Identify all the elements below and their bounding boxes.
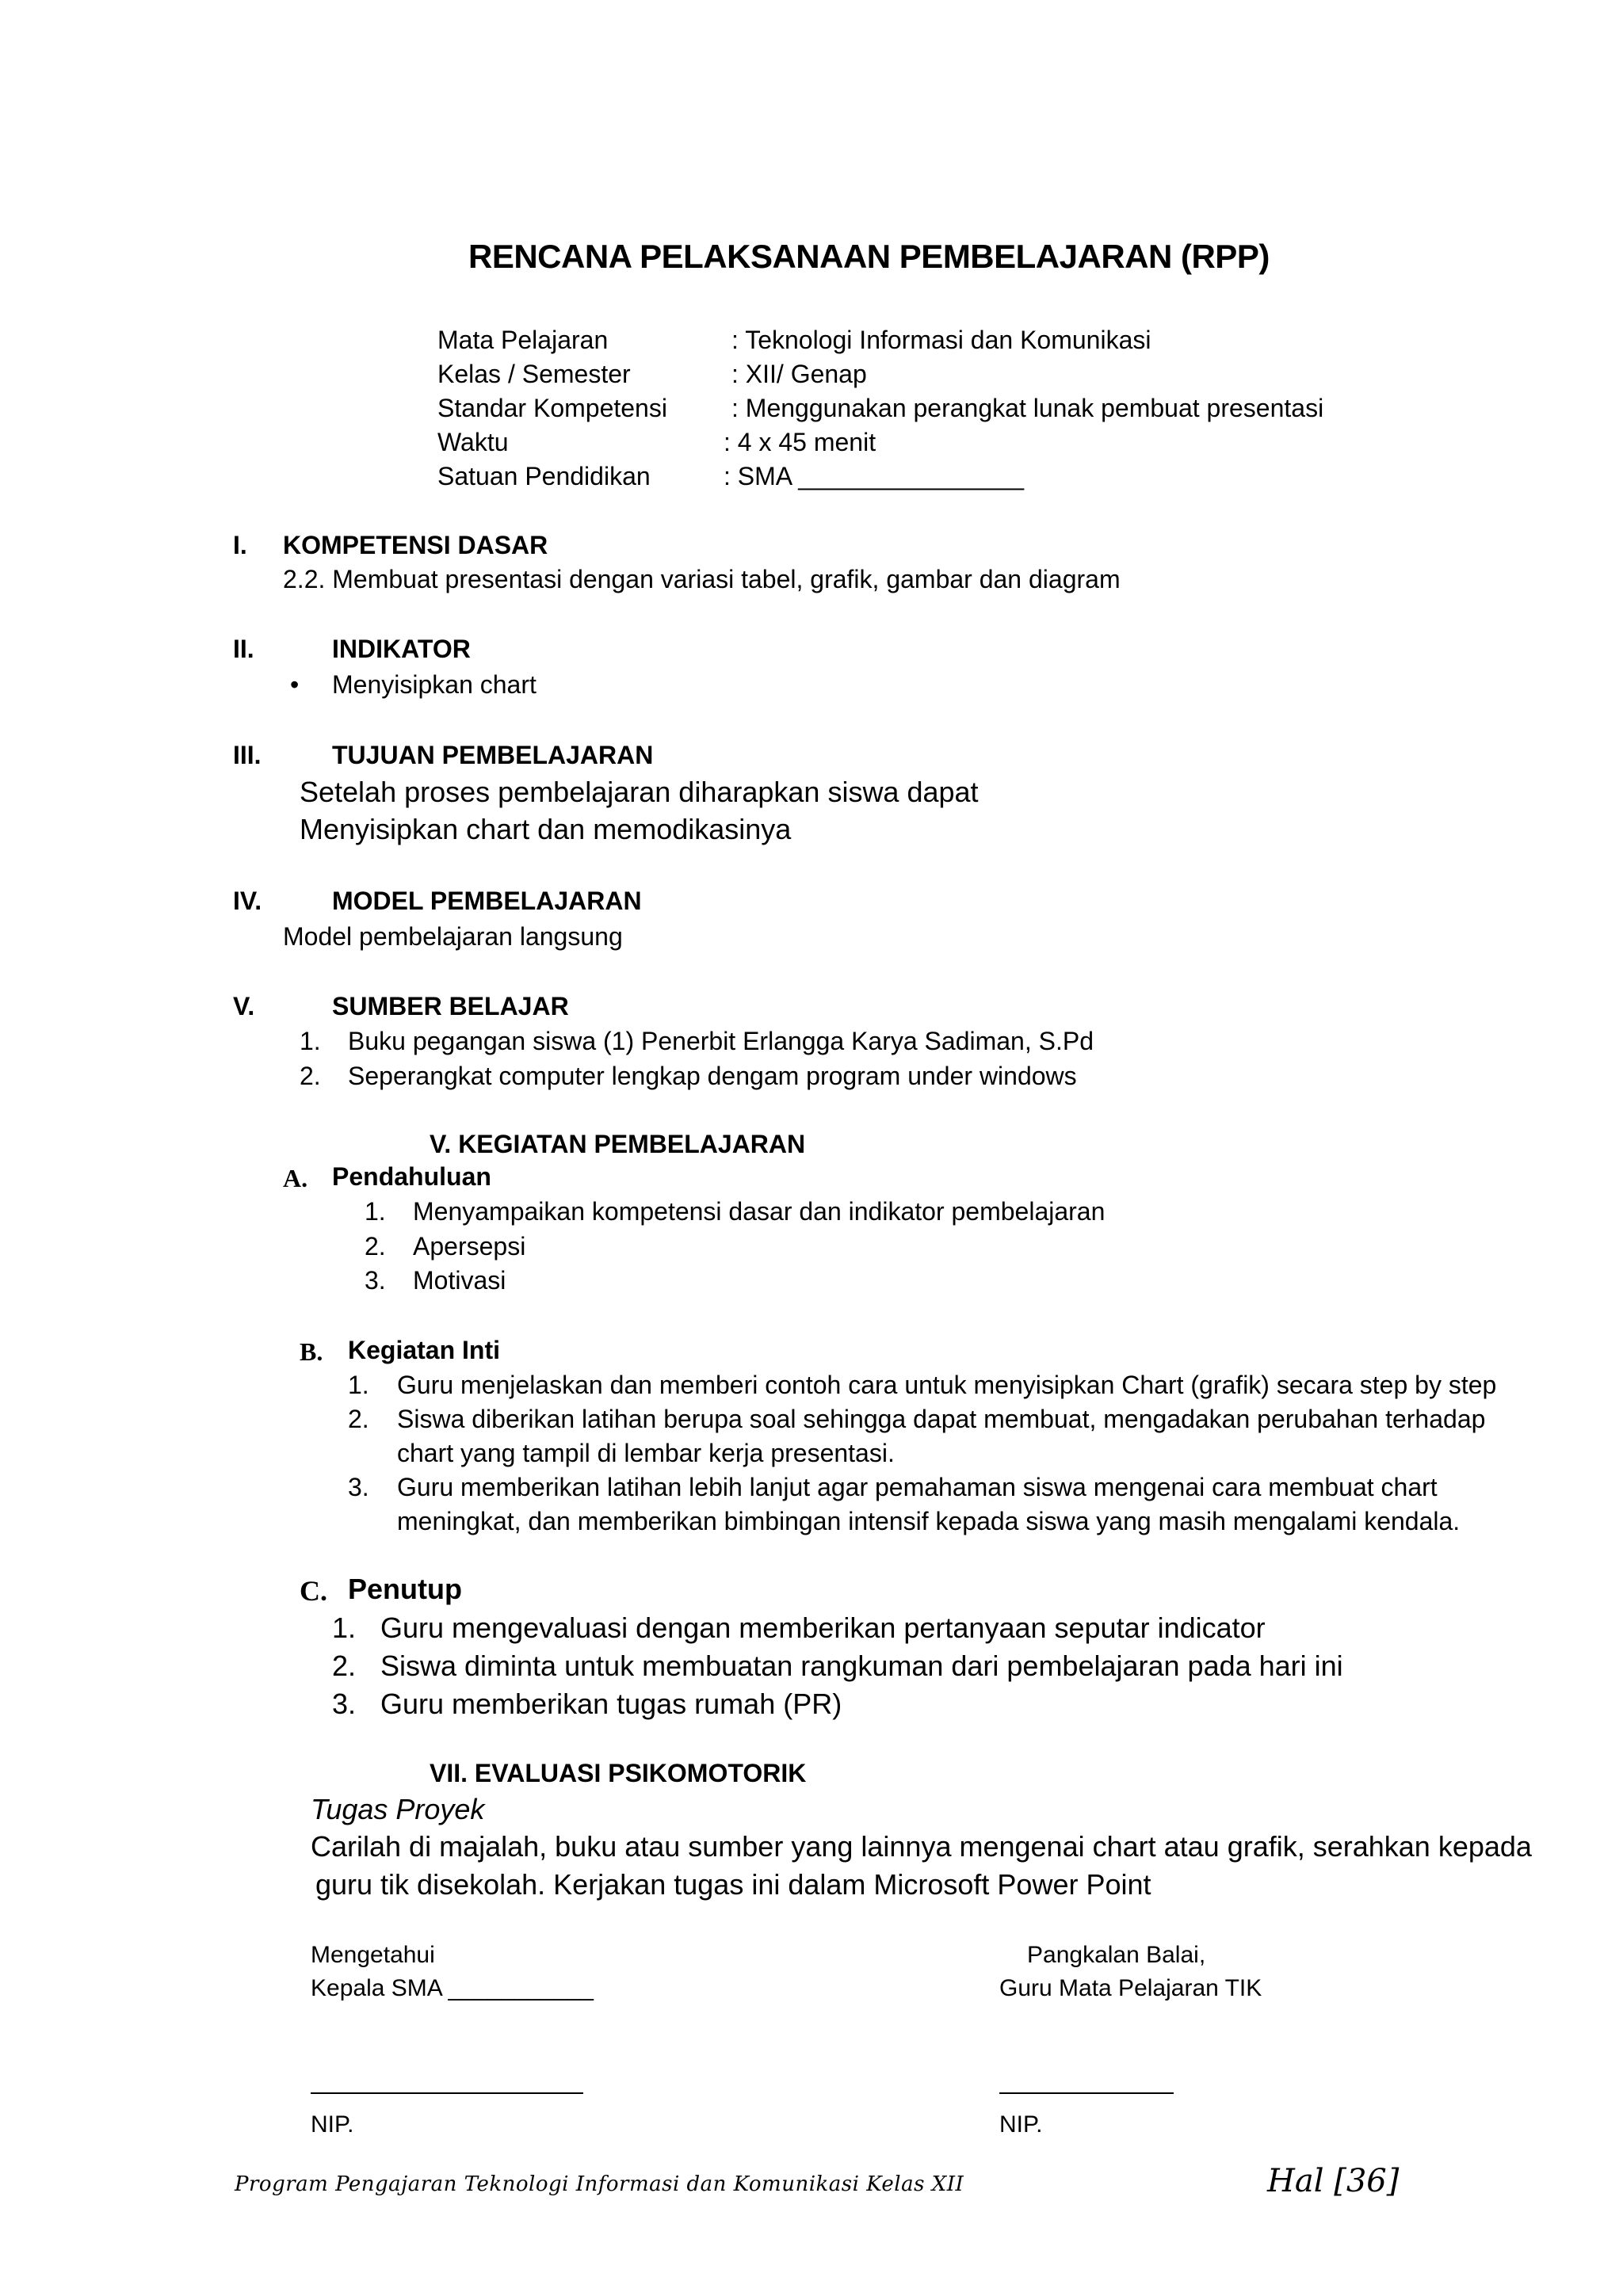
section-heading: TUJUAN PEMBELAJARAN [332, 741, 654, 769]
section-text: Setelah proses pembelajaran diharapkan siswa dapat [300, 776, 979, 808]
list-number: 3. [365, 1266, 386, 1295]
subsection-title: Penutup [348, 1573, 462, 1605]
section-text: guru tik disekolah. Kerjakan tugas ini dalam Microsoft Power Point [315, 1868, 1151, 1901]
list-item: Motivasi [413, 1266, 506, 1295]
list-number: 1. [348, 1371, 369, 1399]
list-number: 2. [348, 1405, 369, 1433]
list-item: Seperangkat computer lengkap dengam program under windows [348, 1062, 1077, 1090]
list-item: Siswa diminta untuk membuatan rangkuman dari pembelajaran pada hari ini [380, 1650, 1343, 1682]
subsection-letter: C. [300, 1575, 327, 1607]
section-heading: MODEL PEMBELAJARAN [332, 887, 642, 915]
list-number: 2. [300, 1062, 321, 1090]
list-number: 1. [332, 1611, 357, 1644]
field-label: Satuan Pendidikan [437, 462, 651, 490]
signature-caption: Pangkalan Balai, [1027, 1942, 1206, 1968]
section-number: V. [233, 992, 255, 1020]
list-item: Guru memberikan latihan lebih lanjut agar pemahaman siswa mengenai cara membuat chart [397, 1473, 1438, 1501]
signature-role: Guru Mata Pelajaran TIK [999, 1975, 1262, 2001]
section-heading: INDIKATOR [332, 635, 471, 663]
list-number: 1. [300, 1027, 321, 1055]
list-item: Buku pegangan siswa (1) Penerbit Erlangga Karya Sadiman, S.Pd [348, 1027, 1094, 1055]
section-heading: V. KEGIATAN PEMBELAJARAN [430, 1130, 806, 1158]
signature-role: Kepala SMA ___________ [311, 1975, 594, 2001]
list-number: 1. [365, 1197, 386, 1226]
section-text: Carilah di majalah, buku atau sumber yang lainnya mengenai chart atau grafik, serahkan kepada [311, 1830, 1532, 1863]
signature-line [999, 2092, 1174, 2094]
nip-label: NIP. [999, 2111, 1043, 2138]
subsection-title: Kegiatan Inti [348, 1336, 501, 1364]
section-subtitle: Tugas Proyek [311, 1793, 485, 1825]
list-item: Menyampaikan kompetensi dasar dan indikator pembelajaran [413, 1197, 1106, 1226]
list-number: 3. [348, 1473, 369, 1501]
list-item: Siswa diberikan latihan berupa soal sehingga dapat membuat, mengadakan perubahan terhadap [397, 1405, 1486, 1433]
field-label: Waktu [437, 428, 509, 456]
section-number: III. [233, 741, 262, 769]
list-item: Guru memberikan tugas rumah (PR) [380, 1688, 842, 1720]
list-item: Guru mengevaluasi dengan memberikan pertanyaan seputar indicator [380, 1611, 1266, 1644]
subsection-letter: A. [283, 1164, 308, 1192]
section-text: Model pembelajaran langsung [283, 922, 623, 951]
section-text: 2.2. Membuat presentasi dengan variasi tabel, grafik, gambar dan diagram [283, 565, 1121, 593]
section-text: Menyisipkan chart dan memodikasinya [300, 813, 792, 845]
field-value: : Teknologi Informasi dan Komunikasi [731, 326, 1151, 354]
list-item: Guru menjelaskan dan memberi contoh cara untuk menyisipkan Chart (grafik) secara step by step [397, 1371, 1497, 1399]
list-item-continuation: meningkat, dan memberikan bimbingan intensif kepada siswa yang masih mengalami kendala. [397, 1507, 1461, 1535]
bullet-text: Menyisipkan chart [332, 670, 537, 699]
section-heading: VII. EVALUASI PSIKOMOTORIK [430, 1759, 807, 1787]
nip-label: NIP. [311, 2111, 354, 2138]
field-value: : 4 x 45 menit [724, 428, 876, 456]
list-number: 2. [332, 1650, 357, 1682]
section-number: IV. [233, 887, 262, 915]
field-label: Mata Pelajaran [437, 326, 609, 354]
section-number: II. [233, 635, 254, 663]
signature-caption: Mengetahui [311, 1942, 435, 1968]
field-value: : Menggunakan perangkat lunak pembuat presentasi [731, 394, 1324, 422]
subsection-letter: B. [300, 1337, 323, 1366]
section-heading: KOMPETENSI DASAR [283, 531, 548, 559]
section-heading: SUMBER BELAJAR [332, 992, 569, 1020]
list-number: 3. [332, 1688, 357, 1720]
list-item: Apersepsi [413, 1232, 526, 1261]
field-value: : SMA ________________ [724, 462, 1024, 490]
footer-page-number: Hal [36] [1267, 2163, 1400, 2199]
footer-program: Program Pengajaran Teknologi Informasi dan Komunikasi Kelas XII [235, 2172, 964, 2196]
section-number: I. [233, 531, 247, 559]
list-number: 2. [365, 1232, 386, 1261]
field-label: Kelas / Semester [437, 360, 631, 388]
list-item-continuation: chart yang tampil di lembar kerja presentasi. [397, 1439, 895, 1467]
field-value: : XII/ Genap [731, 360, 867, 388]
field-label: Standar Kompetensi [437, 394, 667, 422]
subsection-title: Pendahuluan [332, 1162, 491, 1191]
signature-line [311, 2092, 583, 2094]
bullet-icon: • [290, 670, 300, 699]
page-title: RENCANA PELAKSANAAN PEMBELAJARAN (RPP) [468, 238, 1270, 275]
